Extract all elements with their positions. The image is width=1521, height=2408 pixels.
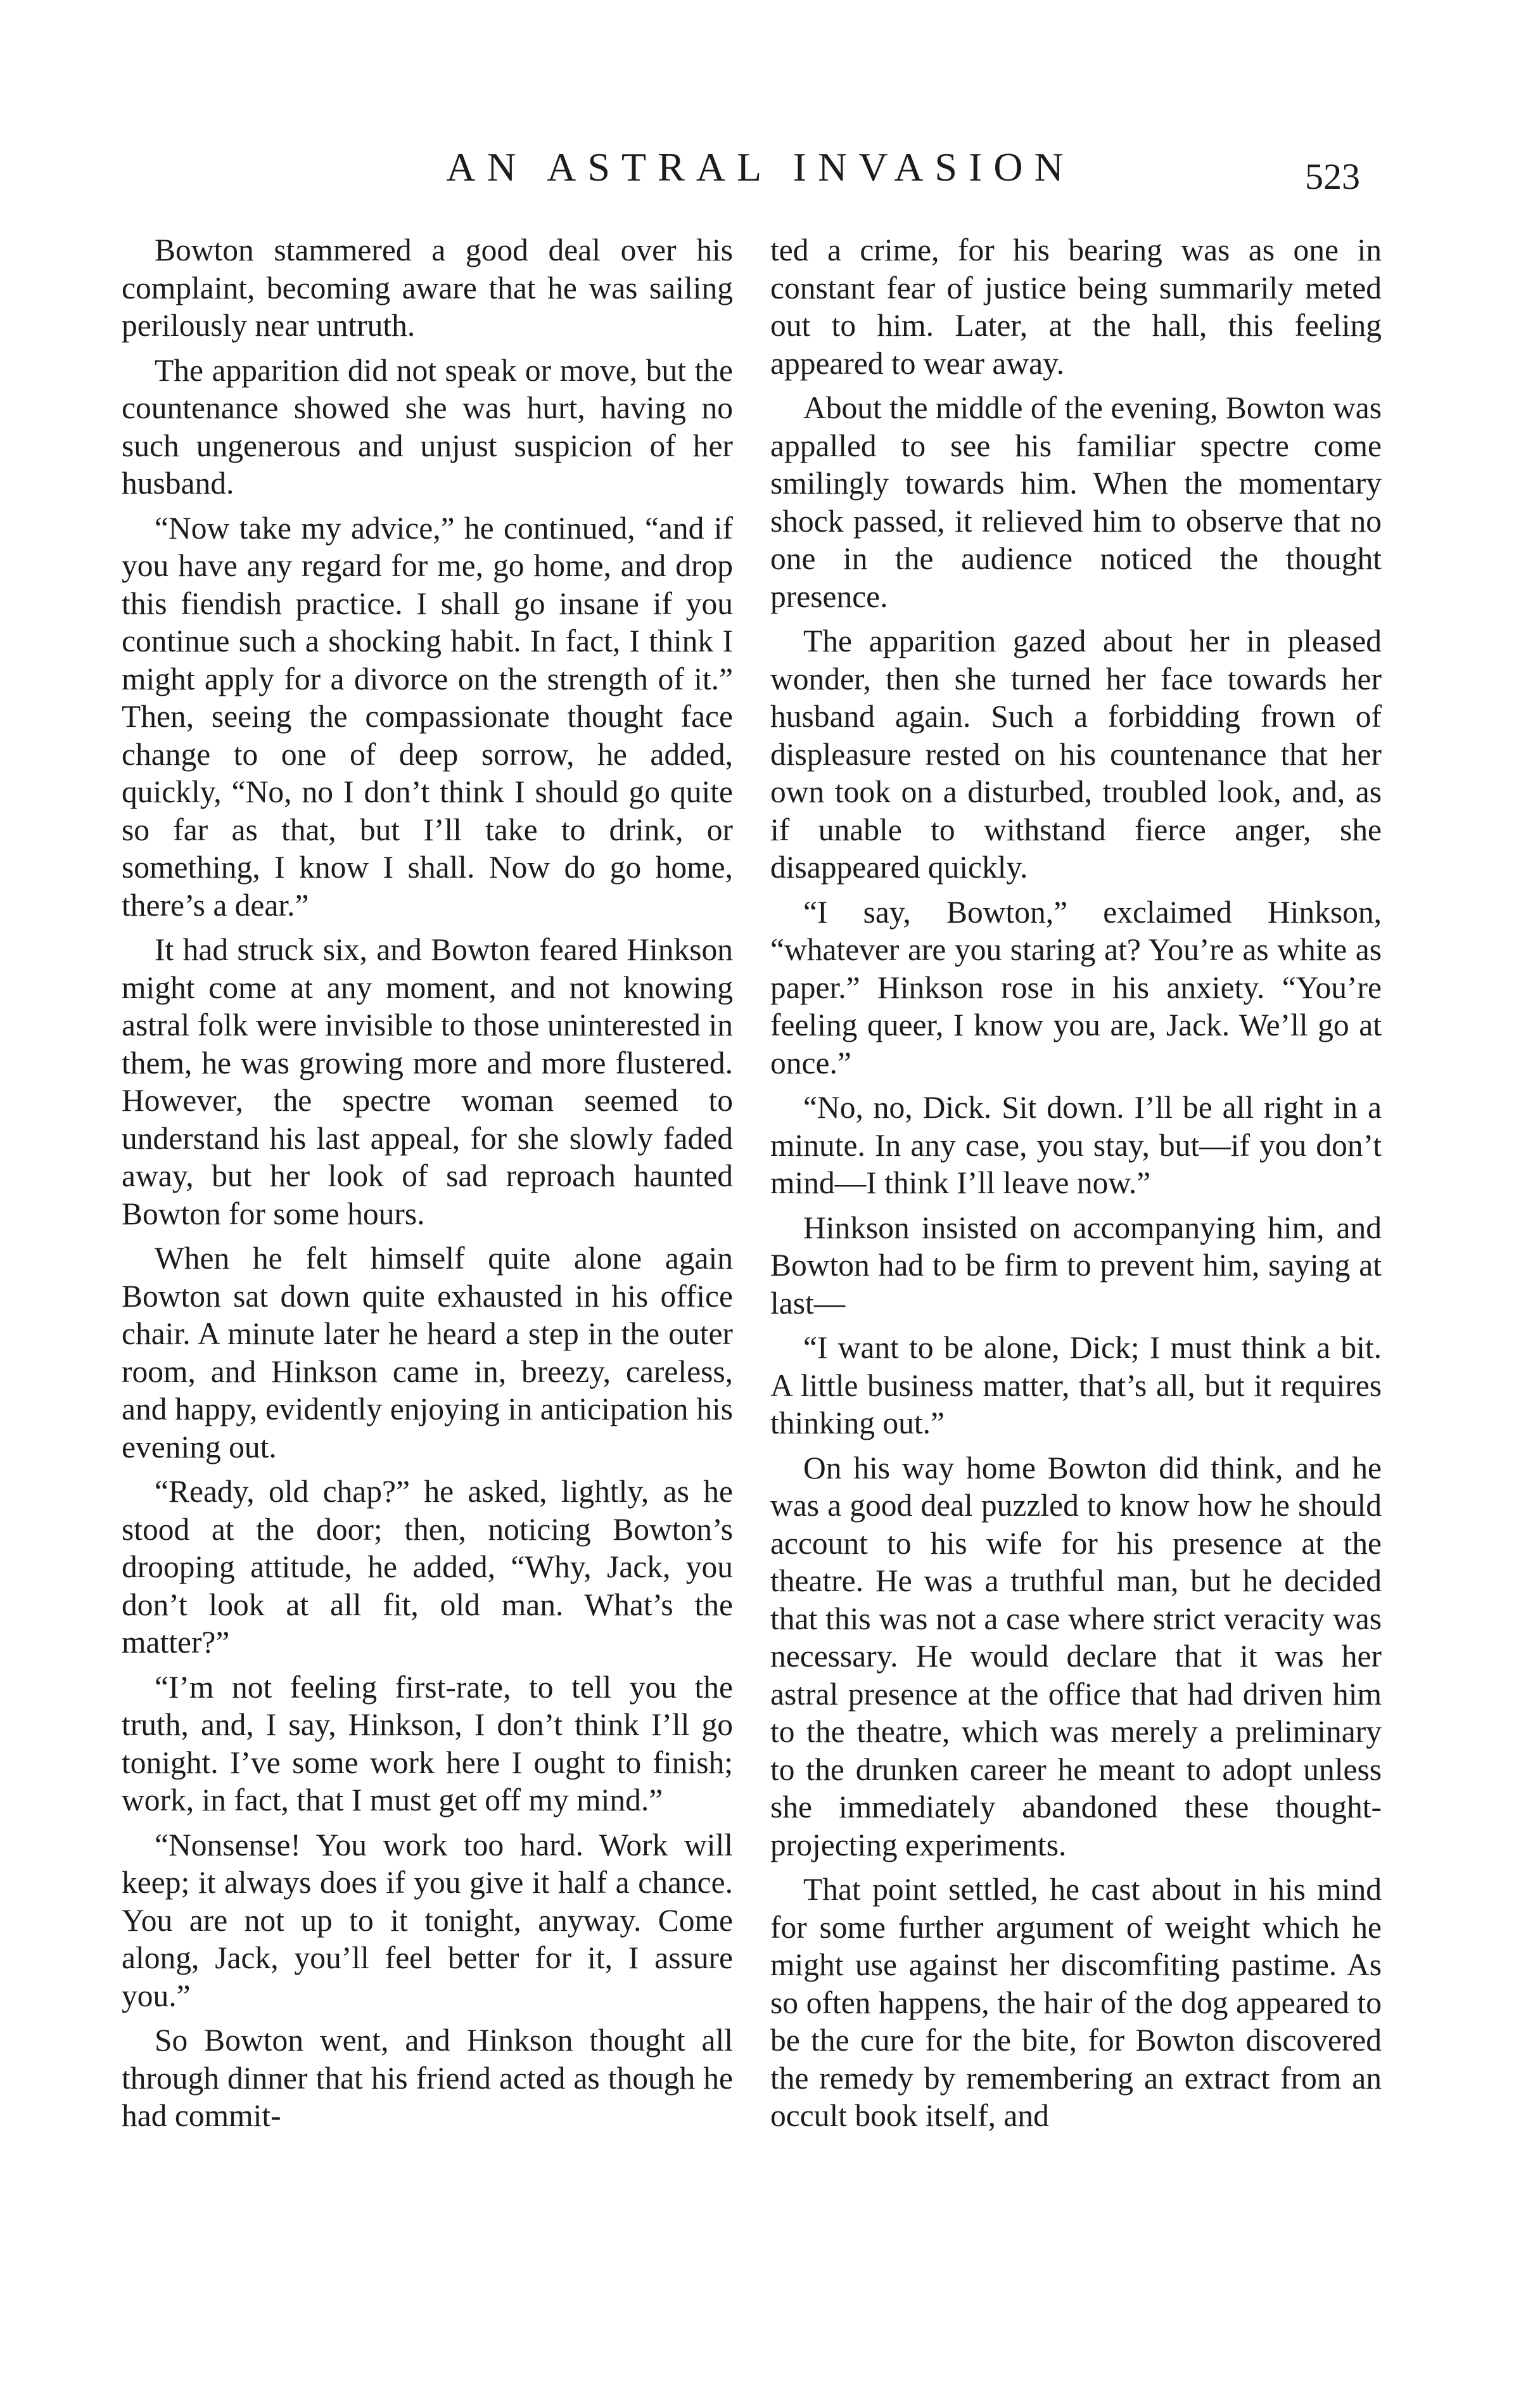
paragraph: About the middle of the evening, Bowton was appalled to see his familiar spectre come smilingly towards him. When the momentary shock passed, it relieved him to observe that no one in the audience noticed the thought presence. [770,390,1382,614]
paragraph: So Bowton went, and Hinkson thought all through dinner that his friend acted as though he had commit- [122,2023,733,2133]
paragraph: When he felt himself quite alone again Bowton sat down quite exhausted in his office chair. A minute later he heard a step in the outer room, and Hinkson came in, breezy, careless, and happy, evidently enjoying in anticipation his evening out. [122,1241,733,1464]
paragraph: “I say, Bowton,” exclaimed Hinkson, “whatever are you staring at? You’re as white as paper.” Hinkson rose in his anxiety. “You’re feeling queer, I know you are, Jack. We’ll go at once.” [770,894,1382,1080]
paragraph: That point settled, he cast about in his mind for some further argument of weight which he might use against her discomfiting pastime. As so often happens, the hair of the dog appeared to be the cure for the bite, for Bowton discovered the remedy by remembering an extract from an occult book itself, and [770,1872,1382,2133]
left-column [122,231,733,2142]
paragraph: “Now take my advice,” he continued, “and if you have any regard for me, go home, and drop this fiendish practice. I shall go insane if you continue such a shocking habit. In fact, I think I might apply for a divorce on the strength of it.” Then, seeing the compassionate thought face change to one of deep sorrow, he added, quickly, “No, no I don’t think I should go quite so far as that, but I’ll take to drink, or something, I know I shall. Now do go home, there’s a dear.” [122,510,733,923]
paragraph: On his way home Bowton did think, and he was a good deal puzzled to know how he should account to his wife for his presence at the theatre. He was a truthful man, but he decided that this was not a case where strict veracity was necessary. He would declare that it was her astral presence at the office that had driven him to the theatre, which was merely a preliminary to the drunken career he meant to adopt unless she immediately abandoned these thought-projecting experiments. [770,1450,1382,1862]
page-number: 523 [1305,156,1360,197]
paragraph: It had struck six, and Bowton feared Hinkson might come at any moment, and not knowing astral folk were invisible to those uninterested in them, he was growing more and more flustered. However, the spectre woman seemed to understand his last appeal, for she slowly faded away, but her look of sad reproach haunted Bowton for some hours. [122,932,733,1231]
paragraph: “Nonsense! You work too hard. Work will keep; it always does if you give it half a chance. You are not up to it tonight, anyway. Come along, Jack, you’ll feel better for it, I assure you.” [122,1827,733,2013]
right-column [770,231,1382,2142]
paragraph: “I’m not feeling first-rate, to tell you the truth, and, I say, Hinkson, I don’t think I’ll go tonight. I’ve some work here I ought to finish; work, in fact, that I must get off my mind.” [122,1669,733,1817]
paragraph: “Ready, old chap?” he asked, lightly, as he stood at the door; then, noticing Bowton’s drooping attitude, he added, “Why, Jack, you don’t look at all fit, old man. What’s the matter?” [122,1474,733,1660]
paragraph: The apparition gazed about her in pleased wonder, then she turned her face towards her husband again. Such a forbidding frown of displeasure rested on his countenance that her own took on a disturbed, troubled look, and, as if unable to withstand fierce anger, she disappeared quickly. [770,624,1382,885]
paragraph: The apparition did not speak or move, but the countenance showed she was hurt, having no such ungenerous and unjust suspicion of her husband. [122,352,733,501]
paragraph: Hinkson insisted on accompanying him, and Bowton had to be firm to prevent him, saying at last— [770,1210,1382,1321]
running-title: AN ASTRAL INVASION [446,144,1075,189]
paragraph: Bowton stammered a good deal over his complaint, becoming aware that he was sailing perilously near untruth. [122,233,733,343]
paragraph: “No, no, Dick. Sit down. I’ll be all right in a minute. In any case, you stay, but—if you don’t mind—I think I’ll leave now.” [770,1090,1382,1200]
paragraph: “I want to be alone, Dick; I must think a bit. A little business matter, that’s all, but it requires thinking out.” [770,1330,1382,1440]
continued-paragraph: ted a crime, for his bearing was as one in constant fear of justice being summarily meted out to him. Later, at the hall, this feeling appeared to wear away. [770,233,1382,381]
